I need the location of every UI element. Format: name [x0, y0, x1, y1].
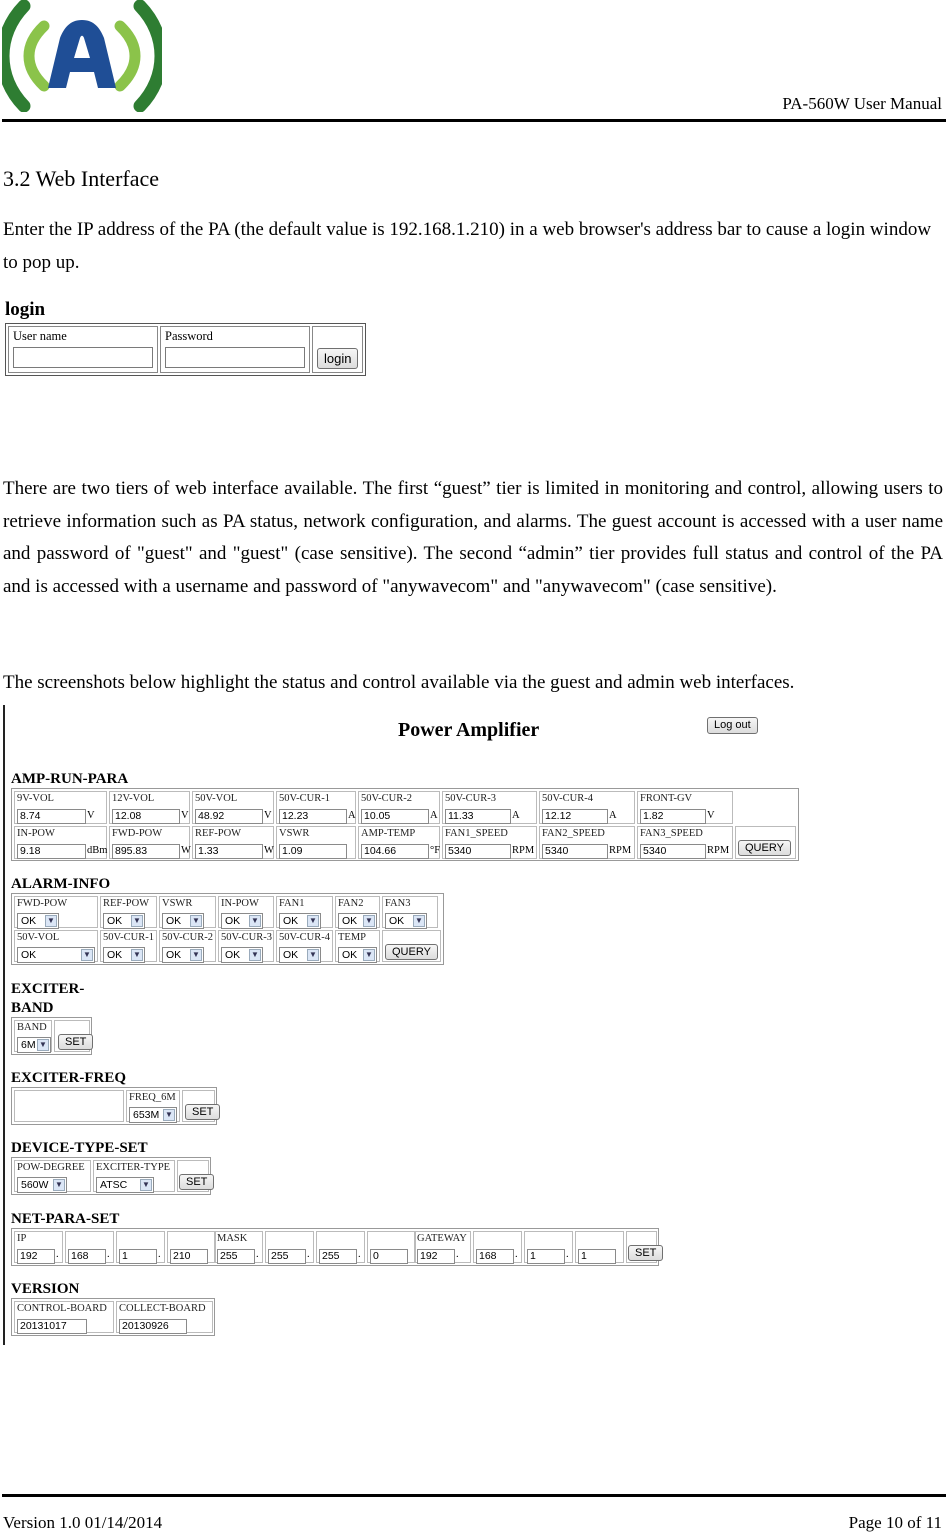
freq-set-button[interactable]: SET — [185, 1104, 220, 1120]
alarm-query-button[interactable]: QUERY — [385, 944, 438, 960]
band-label: BAND — [17, 1022, 47, 1033]
amp-param-cell — [109, 826, 190, 859]
param-value: 1.82 — [640, 809, 706, 824]
chevron-down-icon: ▼ — [131, 915, 143, 927]
alarm-select[interactable] — [17, 947, 95, 963]
amp-param-cell — [358, 791, 440, 824]
param-label: 9V-VOL — [17, 793, 54, 804]
password-cell — [160, 326, 310, 373]
param-unit: dBm — [87, 845, 108, 856]
amp-query-cell — [735, 826, 796, 859]
alarm-info-title: ALARM-INFO — [11, 876, 111, 892]
tiers-paragraph: There are two tiers of web interface available. The first “guest” tier is limited in monitoring and control, allowing users to retrieve information such as PA status, network configuration, and alarms. The guest account is accessed with a user name and password of "guest" and "guest" (case sensitive). The second “admin” tier provides full status and control of the PA and is accessed with a username and password of "anywavecom" and "anywavecom" (case sensitive). — [3, 478, 943, 597]
amp-run-para-title: AMP-RUN-PARA — [11, 771, 129, 787]
alarm-cell — [159, 930, 216, 962]
collect-board-value: 20130926 — [119, 1319, 187, 1334]
band-value: 6M — [21, 1039, 36, 1051]
alarm-value: OK — [342, 949, 358, 961]
param-unit: V — [87, 810, 95, 821]
param-label: FAN1_SPEED — [445, 828, 508, 839]
alarm-select[interactable] — [338, 913, 377, 929]
gw-octet-input[interactable]: 1 — [578, 1249, 616, 1264]
mask-octet-input[interactable]: 255 — [319, 1249, 357, 1264]
gw-octet-cell — [524, 1231, 573, 1263]
chevron-down-icon: ▼ — [190, 949, 202, 961]
param-label: 50V-CUR-3 — [445, 793, 496, 804]
param-label: 12V-VOL — [112, 793, 155, 804]
band-set-cell — [54, 1020, 90, 1052]
freq-value: 653M — [133, 1109, 160, 1121]
gw-octet-cell — [473, 1231, 522, 1263]
amp-param-cell — [637, 791, 733, 824]
mask-label: MASK — [217, 1233, 248, 1244]
param-value: 5340 — [640, 844, 706, 859]
alarm-select[interactable] — [103, 913, 145, 929]
alarm-cell — [100, 896, 157, 928]
alarm-query-cell — [382, 930, 441, 962]
amp-param-cell — [637, 826, 733, 859]
mask-octet-cell — [265, 1231, 314, 1263]
password-label: Password — [165, 329, 213, 343]
pow-degree-select[interactable] — [17, 1177, 67, 1193]
freq-spacer-cell — [14, 1090, 124, 1122]
mask-octet-input[interactable]: 255 — [217, 1249, 255, 1264]
param-value: 12.12 — [542, 809, 608, 824]
alarm-value: OK — [107, 915, 123, 927]
amp-run-para-table — [11, 788, 799, 861]
alarm-cell — [335, 930, 380, 962]
param-unit: A — [348, 810, 356, 821]
ip-octet-cell — [14, 1231, 63, 1263]
param-value: 11.33 — [445, 809, 511, 824]
alarm-select[interactable] — [279, 947, 321, 963]
alarm-cell — [218, 930, 274, 962]
param-label: IN-POW — [17, 828, 55, 839]
alarm-cell — [382, 896, 438, 928]
mask-octet-cell — [316, 1231, 365, 1263]
param-value: 895.83 — [112, 844, 180, 859]
ip-octet-separator: . — [56, 1249, 59, 1260]
alarm-label: REF-POW — [103, 898, 150, 909]
gw-octet-input[interactable]: 192 — [417, 1249, 455, 1264]
company-logo — [2, 0, 162, 112]
param-label: 50V-CUR-1 — [279, 793, 330, 804]
amp-param-cell — [192, 826, 274, 859]
mask-octet-separator: . — [358, 1249, 361, 1260]
exciter-band-title-line2: BAND — [11, 1000, 54, 1016]
param-value: 5340 — [542, 844, 608, 859]
param-unit: RPM — [707, 845, 730, 856]
login-form — [5, 323, 366, 376]
alarm-select[interactable] — [17, 913, 59, 929]
ip-octet-input[interactable]: 168 — [68, 1249, 106, 1264]
alarm-value: OK — [107, 949, 123, 961]
chevron-down-icon: ▼ — [45, 915, 57, 927]
alarm-value: OK — [166, 915, 182, 927]
chevron-down-icon: ▼ — [307, 949, 319, 961]
gw-octet-separator: . — [566, 1249, 569, 1260]
net-set-cell — [626, 1231, 657, 1263]
alarm-cell — [14, 930, 98, 962]
ip-octet-separator: . — [158, 1249, 161, 1260]
param-label: VSWR — [279, 828, 310, 839]
amp-param-cell — [442, 826, 537, 859]
alarm-value: OK — [389, 915, 405, 927]
section-heading: 3.2 Web Interface — [3, 166, 160, 191]
net-para-set-title: NET-PARA-SET — [11, 1211, 120, 1227]
username-cell — [8, 326, 158, 373]
password-input[interactable] — [165, 347, 305, 368]
alarm-select[interactable] — [221, 913, 263, 929]
mask-octet-input[interactable]: 255 — [268, 1249, 306, 1264]
control-board-label: CONTROL-BOARD — [17, 1303, 107, 1314]
amp-param-cell — [539, 826, 635, 859]
gw-octet-input[interactable]: 168 — [476, 1249, 514, 1264]
param-unit: RPM — [512, 845, 535, 856]
footer-version: Version 1.0 01/14/2014 — [3, 1513, 163, 1532]
ip-octet-cell — [167, 1231, 216, 1263]
amp-param-cell — [358, 826, 440, 859]
alarm-value: OK — [21, 915, 37, 927]
ip-octet-cell — [116, 1231, 165, 1263]
param-unit: A — [512, 810, 520, 821]
alarm-label: IN-POW — [221, 898, 259, 909]
amp-param-cell — [14, 826, 107, 859]
amp-param-cell — [109, 791, 190, 824]
alarm-value: OK — [166, 949, 182, 961]
param-value: 9.18 — [17, 844, 86, 859]
version-table — [11, 1298, 215, 1336]
chevron-down-icon: ▼ — [81, 949, 93, 961]
param-unit: A — [430, 810, 438, 821]
screenshots-paragraph: The screenshots below highlight the status and control available via the guest and admin web interfaces. — [3, 672, 795, 693]
amp-param-cell — [14, 791, 107, 824]
exciter-band-title-line1: EXCITER- — [11, 981, 85, 997]
band-cell — [14, 1020, 52, 1052]
mask-octet-cell — [214, 1231, 263, 1263]
exciter-type-cell — [93, 1160, 175, 1192]
pow-degree-value: 560W — [21, 1179, 49, 1191]
mask-octet-separator: . — [307, 1249, 310, 1260]
login-button[interactable]: login — [317, 348, 358, 369]
amp-param-cell — [276, 826, 356, 859]
gw-label: GATEWAY — [417, 1233, 467, 1244]
login-button-cell — [312, 326, 363, 373]
param-label: FRONT-GV — [640, 793, 693, 804]
net-para-table — [11, 1228, 659, 1266]
footer-rule — [2, 1494, 946, 1497]
power-amplifier-title: Power Amplifier — [398, 719, 540, 741]
alarm-select[interactable] — [338, 947, 377, 963]
device-type-set-button[interactable]: SET — [179, 1174, 214, 1190]
footer-page-number: Page 10 of 11 — [848, 1513, 942, 1532]
param-unit: °F — [430, 845, 441, 856]
freq-select[interactable] — [129, 1107, 177, 1123]
param-value: 48.92 — [195, 809, 263, 824]
freq-set-cell — [182, 1090, 215, 1122]
param-unit: V — [707, 810, 715, 821]
amp-param-cell — [192, 791, 274, 824]
band-set-button[interactable]: SET — [58, 1034, 93, 1050]
gw-octet-separator: . — [456, 1249, 459, 1260]
alarm-select[interactable] — [221, 947, 263, 963]
param-label: 50V-VOL — [195, 793, 238, 804]
amp-param-cell — [539, 791, 635, 824]
alarm-select[interactable] — [162, 913, 204, 929]
param-unit: W — [181, 845, 191, 856]
param-unit: A — [609, 810, 617, 821]
alarm-label: VSWR — [162, 898, 193, 909]
alarm-select[interactable] — [162, 947, 204, 963]
param-unit: W — [264, 845, 274, 856]
param-label: AMP-TEMP — [361, 828, 416, 839]
freq-cell — [126, 1090, 180, 1122]
chevron-down-icon: ▼ — [140, 1179, 152, 1191]
alarm-value: OK — [21, 949, 37, 961]
alarm-label: FAN1 — [279, 898, 305, 909]
header-rule — [2, 119, 946, 122]
login-title: login — [5, 299, 46, 320]
device-type-set-cell — [177, 1160, 209, 1192]
document-header-title: PA-560W User Manual — [782, 94, 942, 113]
alarm-label: 50V-CUR-2 — [162, 932, 213, 943]
alarm-select[interactable] — [103, 947, 145, 963]
alarm-cell — [218, 896, 274, 928]
param-unit: V — [181, 810, 189, 821]
mask-octet-cell — [367, 1231, 416, 1263]
param-label: 50V-CUR-4 — [542, 793, 593, 804]
alarm-cell — [100, 930, 157, 962]
pow-degree-cell — [14, 1160, 91, 1192]
param-unit: RPM — [609, 845, 632, 856]
param-label: 50V-CUR-2 — [361, 793, 412, 804]
alarm-label: FWD-POW — [17, 898, 68, 909]
alarm-cell — [159, 896, 216, 928]
exciter-type-select[interactable] — [96, 1177, 154, 1193]
device-type-table — [11, 1157, 211, 1195]
device-type-set-title: DEVICE-TYPE-SET — [11, 1140, 148, 1156]
chevron-down-icon: ▼ — [249, 915, 261, 927]
chevron-down-icon: ▼ — [307, 915, 319, 927]
username-label: User name — [13, 329, 67, 343]
param-value: 5340 — [445, 844, 511, 859]
alarm-select[interactable] — [279, 913, 321, 929]
alarm-value: OK — [342, 915, 358, 927]
amp-param-cell — [276, 791, 356, 824]
intro-paragraph: Enter the IP address of the PA (the default value is 192.168.1.210) in a web browser's address bar to cause a login window to pop up. — [3, 219, 932, 273]
gw-octet-separator: . — [515, 1249, 518, 1260]
ip-octet-input[interactable]: 1 — [119, 1249, 157, 1264]
alarm-label: 50V-CUR-3 — [221, 932, 272, 943]
gw-octet-cell — [414, 1231, 471, 1263]
gw-octet-input[interactable]: 1 — [527, 1249, 565, 1264]
alarm-select[interactable] — [385, 913, 427, 929]
login-window — [5, 299, 366, 376]
chevron-down-icon: ▼ — [163, 1109, 175, 1121]
ip-octet-input[interactable]: 192 — [17, 1249, 55, 1264]
exciter-band-title — [11, 980, 84, 1018]
ip-octet-input[interactable]: 210 — [170, 1249, 208, 1264]
band-select[interactable] — [17, 1037, 51, 1053]
param-label: FWD-POW — [112, 828, 163, 839]
param-value: 104.66 — [361, 844, 429, 859]
control-board-cell — [14, 1301, 114, 1333]
ip-octet-cell — [65, 1231, 114, 1263]
alarm-value: OK — [225, 949, 241, 961]
pow-degree-label: POW-DEGREE — [17, 1162, 85, 1173]
control-board-value: 20131017 — [17, 1319, 87, 1334]
chevron-down-icon: ▼ — [190, 915, 202, 927]
param-value: 8.74 — [17, 809, 86, 824]
alarm-info-table — [11, 893, 444, 965]
alarm-label: 50V-VOL — [17, 932, 60, 943]
param-unit: V — [264, 810, 272, 821]
amp-param-cell — [442, 791, 537, 824]
version-title: VERSION — [11, 1281, 80, 1297]
alarm-cell — [14, 896, 98, 928]
param-label: FAN3_SPEED — [640, 828, 703, 839]
gw-octet-cell — [575, 1231, 624, 1263]
chevron-down-icon: ▼ — [53, 1179, 65, 1191]
alarm-label: TEMP — [338, 932, 367, 943]
alarm-value: OK — [283, 915, 299, 927]
alarm-label: FAN3 — [385, 898, 411, 909]
exciter-freq-title: EXCITER-FREQ — [11, 1070, 127, 1086]
exciter-freq-table — [11, 1087, 217, 1125]
alarm-label: FAN2 — [338, 898, 364, 909]
collect-board-label: COLLECT-BOARD — [119, 1303, 206, 1314]
alarm-cell — [276, 896, 333, 928]
mask-octet-separator: . — [256, 1249, 259, 1260]
param-value: 12.08 — [112, 809, 180, 824]
alarm-label: 50V-CUR-4 — [279, 932, 330, 943]
chevron-down-icon: ▼ — [249, 949, 261, 961]
ip-octet-separator: . — [107, 1249, 110, 1260]
param-label: FAN2_SPEED — [542, 828, 605, 839]
chevron-down-icon: ▼ — [131, 949, 143, 961]
exciter-type-value: ATSC — [100, 1179, 128, 1191]
param-value: 10.05 — [361, 809, 429, 824]
logout-button[interactable]: Log out — [707, 717, 758, 734]
collect-board-cell — [116, 1301, 213, 1333]
chevron-down-icon: ▼ — [413, 915, 425, 927]
param-value: 1.33 — [195, 844, 263, 859]
alarm-label: 50V-CUR-1 — [103, 932, 154, 943]
ip-label: IP — [17, 1233, 27, 1244]
alarm-cell — [276, 930, 333, 962]
param-value: 12.23 — [279, 809, 347, 824]
alarm-value: OK — [283, 949, 299, 961]
alarm-cell — [335, 896, 380, 928]
exciter-type-label: EXCITER-TYPE — [96, 1162, 171, 1173]
net-set-button[interactable]: SET — [628, 1245, 663, 1261]
freq-label: FREQ_6M — [129, 1092, 176, 1103]
username-input[interactable] — [13, 347, 153, 368]
param-label: REF-POW — [195, 828, 242, 839]
chevron-down-icon: ▼ — [363, 949, 375, 961]
mask-octet-input[interactable]: 0 — [370, 1249, 408, 1264]
alarm-value: OK — [225, 915, 241, 927]
admin-interface-screenshot — [3, 705, 803, 1345]
exciter-band-table — [11, 1017, 92, 1055]
chevron-down-icon: ▼ — [37, 1039, 49, 1051]
param-value: 1.09 — [279, 844, 347, 859]
chevron-down-icon: ▼ — [363, 915, 375, 927]
amp-query-button[interactable]: QUERY — [738, 840, 791, 856]
